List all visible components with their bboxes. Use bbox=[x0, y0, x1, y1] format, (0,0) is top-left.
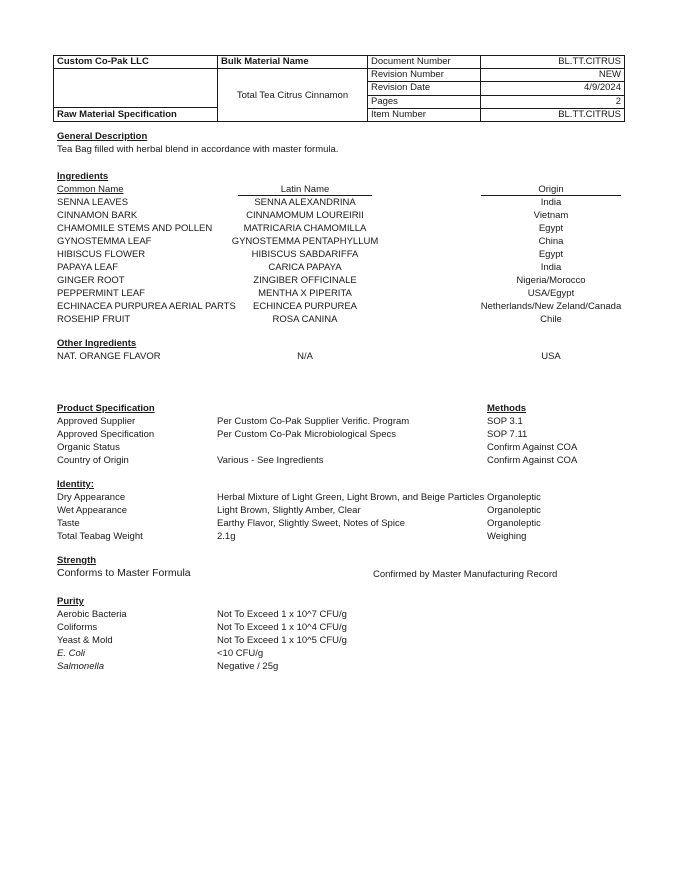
spec-value: Per Custom Co-Pak Microbiological Specs bbox=[217, 429, 396, 440]
product-specification-row bbox=[57, 415, 625, 428]
other-ingredient-latin-name: N/A bbox=[297, 351, 313, 362]
bulk-material-name-value: Total Tea Citrus Cinnamon bbox=[236, 89, 349, 101]
other-ingredients-rows bbox=[57, 350, 625, 363]
identity-method: Weighing bbox=[487, 531, 527, 542]
header-meta-label: Revision Date bbox=[368, 82, 481, 94]
header-left-spacer bbox=[54, 69, 217, 107]
identity-value: Light Brown, Slightly Amber, Clear bbox=[217, 505, 361, 516]
general-description-heading: General Description bbox=[57, 131, 148, 142]
header-meta-value: 2 bbox=[615, 95, 621, 107]
purity-heading: Purity bbox=[57, 596, 84, 607]
ingredient-row bbox=[57, 300, 625, 313]
ingredient-common-name: PEPPERMINT LEAF bbox=[57, 288, 145, 299]
ingredient-latin-name: CARICA PAPAYA bbox=[268, 262, 342, 273]
purity-label: Aerobic Bacteria bbox=[57, 609, 127, 620]
strength-confirmation: Confirmed by Master Manufacturing Record bbox=[373, 569, 558, 580]
ingredient-row bbox=[57, 196, 625, 209]
methods-heading: Methods bbox=[487, 403, 527, 414]
bulk-material-name-label: Bulk Material Name bbox=[218, 56, 367, 69]
spec-value bbox=[217, 441, 487, 454]
ingredient-latin-name: SENNA ALEXANDRINA bbox=[254, 197, 356, 208]
ingredient-common-name: HIBISCUS FLOWER bbox=[57, 249, 146, 260]
purity-limit: <10 CFU/g bbox=[217, 648, 264, 659]
spec-label: Country of Origin bbox=[57, 455, 129, 466]
latin-name-column-header: Latin Name bbox=[210, 183, 400, 196]
ingredient-row bbox=[57, 287, 625, 300]
ingredient-latin-name: ECHINCEA PURPUREA bbox=[253, 301, 357, 312]
ingredient-row bbox=[57, 222, 625, 235]
purity-label: Coliforms bbox=[57, 622, 98, 633]
spec-label: Approved Supplier bbox=[57, 416, 136, 427]
origin-column-header: Origin bbox=[460, 183, 642, 196]
ingredient-origin: Vietnam bbox=[533, 210, 569, 221]
identity-row bbox=[57, 530, 625, 543]
header-table bbox=[53, 55, 625, 122]
spec-label: Organic Status bbox=[57, 442, 120, 453]
other-ingredients-section bbox=[57, 337, 625, 363]
identity-label: Wet Appearance bbox=[57, 505, 128, 516]
purity-row bbox=[57, 634, 625, 647]
ingredient-latin-name: CINNAMOMUM LOUREIRII bbox=[246, 210, 364, 221]
strength-statement: Conforms to Master Formula bbox=[57, 567, 191, 579]
identity-label: Dry Appearance bbox=[57, 492, 126, 503]
header-meta-value: NEW bbox=[598, 69, 621, 81]
purity-row bbox=[57, 660, 625, 673]
product-specification-rows bbox=[57, 415, 625, 467]
product-specification-row bbox=[57, 441, 625, 454]
other-ingredients-heading: Other Ingredients bbox=[57, 338, 137, 349]
header-meta-row bbox=[368, 82, 624, 95]
ingredient-common-name: GYNOSTEMMA LEAF bbox=[57, 236, 152, 247]
identity-label: Taste bbox=[57, 518, 80, 529]
general-description-section bbox=[57, 130, 625, 156]
ingredient-row bbox=[57, 209, 625, 222]
header-meta-value: 4/9/2024 bbox=[584, 82, 621, 94]
ingredient-origin: USA/Egypt bbox=[527, 288, 575, 299]
header-meta-row bbox=[368, 109, 624, 121]
ingredient-common-name: GINGER ROOT bbox=[57, 275, 125, 286]
purity-limit: Not To Exceed 1 x 10^5 CFU/g bbox=[217, 635, 347, 646]
company-name: Custom Co-Pak LLC bbox=[54, 56, 217, 69]
ingredient-origin: China bbox=[538, 236, 564, 247]
common-name-column-header: Common Name bbox=[57, 184, 124, 195]
product-specification-heading: Product Specification bbox=[57, 403, 155, 414]
strength-section bbox=[57, 554, 625, 581]
product-specification-section bbox=[57, 402, 625, 467]
ingredient-latin-name: HIBISCUS SABDARIFFA bbox=[251, 249, 359, 260]
identity-method: Organoleptic bbox=[487, 518, 541, 529]
ingredient-origin: Netherlands/New Zeland/Canada bbox=[480, 301, 622, 312]
strength-row bbox=[57, 567, 625, 581]
product-specification-row bbox=[57, 454, 625, 467]
header-meta-label: Item Number bbox=[368, 109, 481, 121]
purity-row bbox=[57, 608, 625, 621]
ingredients-section bbox=[57, 170, 625, 326]
ingredient-latin-name: MENTHA X PIPERITA bbox=[258, 288, 352, 299]
header-left-column bbox=[54, 56, 218, 121]
purity-row bbox=[57, 621, 625, 634]
ingredient-latin-name: ZINGIBER OFFICINALE bbox=[253, 275, 357, 286]
ingredient-latin-name: GYNOSTEMMA PENTAPHYLLUM bbox=[231, 236, 379, 247]
header-meta-value: BL.TT.CITRUS bbox=[558, 56, 621, 67]
general-description-text: Tea Bag filled with herbal blend in accordance with master formula. bbox=[57, 144, 339, 155]
purity-label: Salmonella bbox=[57, 661, 104, 672]
ingredient-row bbox=[57, 248, 625, 261]
identity-row bbox=[57, 504, 625, 517]
document-type-label: Raw Material Specification bbox=[54, 107, 217, 121]
header-meta-column bbox=[368, 56, 624, 121]
header-meta-row bbox=[368, 96, 624, 109]
ingredient-common-name: PAPAYA LEAF bbox=[57, 262, 119, 273]
identity-heading: Identity: bbox=[57, 479, 94, 490]
ingredient-common-name: CHAMOMILE STEMS AND POLLEN bbox=[57, 223, 213, 234]
purity-label: Yeast & Mold bbox=[57, 635, 113, 646]
header-meta-row bbox=[368, 56, 624, 69]
purity-row bbox=[57, 647, 625, 660]
ingredients-header-spacer bbox=[400, 183, 460, 196]
ingredient-latin-name: MATRICARIA CHAMOMILLA bbox=[243, 223, 367, 234]
ingredients-rows bbox=[57, 196, 625, 326]
purity-limit: Not To Exceed 1 x 10^4 CFU/g bbox=[217, 622, 347, 633]
product-specification-row bbox=[57, 428, 625, 441]
header-bulk-column bbox=[218, 56, 368, 121]
spec-value: Per Custom Co-Pak Supplier Verific. Program bbox=[217, 416, 410, 427]
identity-row bbox=[57, 491, 625, 504]
header-meta-value: BL.TT.CITRUS bbox=[558, 108, 621, 120]
spec-label: Approved Specification bbox=[57, 429, 155, 440]
header-meta-label: Pages bbox=[368, 96, 481, 108]
ingredient-origin: Egypt bbox=[538, 223, 564, 234]
purity-limit: Negative / 25g bbox=[217, 661, 279, 672]
other-ingredient-origin: USA bbox=[541, 351, 561, 362]
ingredient-row bbox=[57, 313, 625, 326]
ingredient-origin: Nigeria/Morocco bbox=[516, 275, 586, 286]
ingredient-origin: India bbox=[540, 197, 562, 208]
ingredient-row bbox=[57, 274, 625, 287]
header-meta-label: Revision Number bbox=[368, 69, 481, 81]
identity-value: Herbal Mixture of Light Green, Light Brown, and Beige Particles bbox=[217, 492, 485, 503]
ingredient-common-name: ECHINACEA PURPUREA AERIAL PARTS bbox=[57, 301, 236, 312]
purity-section bbox=[57, 595, 625, 673]
spec-method: SOP 7.11 bbox=[487, 429, 528, 440]
identity-section bbox=[57, 478, 625, 543]
identity-rows bbox=[57, 491, 625, 543]
spec-method: SOP 3.1 bbox=[487, 416, 523, 427]
header-meta-row bbox=[368, 69, 624, 82]
purity-label: E. Coli bbox=[57, 648, 85, 659]
ingredient-common-name: CINNAMON BARK bbox=[57, 210, 138, 221]
header-meta-label: Document Number bbox=[368, 56, 481, 68]
spec-value: Various - See Ingredients bbox=[217, 455, 324, 466]
identity-method: Organoleptic bbox=[487, 505, 541, 516]
ingredient-common-name: SENNA LEAVES bbox=[57, 197, 129, 208]
spec-method: Confirm Against COA bbox=[487, 442, 578, 453]
ingredients-column-headers bbox=[57, 183, 625, 196]
other-ingredient-common-name: NAT. ORANGE FLAVOR bbox=[57, 351, 161, 362]
ingredient-latin-name: ROSA CANINA bbox=[272, 314, 338, 325]
ingredient-common-name: ROSEHIP FRUIT bbox=[57, 314, 131, 325]
identity-value: Earthy Flavor, Slightly Sweet, Notes of Spice bbox=[217, 518, 405, 529]
ingredients-heading: Ingredients bbox=[57, 171, 109, 182]
ingredient-row bbox=[57, 235, 625, 248]
identity-value: 2.1g bbox=[217, 531, 236, 542]
identity-method: Organoleptic bbox=[487, 492, 541, 503]
purity-limit: Not To Exceed 1 x 10^7 CFU/g bbox=[217, 609, 347, 620]
purity-rows bbox=[57, 608, 625, 673]
identity-row bbox=[57, 517, 625, 530]
ingredient-origin: India bbox=[540, 262, 562, 273]
other-ingredient-row bbox=[57, 350, 625, 363]
identity-label: Total Teabag Weight bbox=[57, 531, 143, 542]
ingredient-row bbox=[57, 261, 625, 274]
strength-heading: Strength bbox=[57, 555, 97, 566]
ingredient-origin: Egypt bbox=[538, 249, 564, 260]
spec-method: Confirm Against COA bbox=[487, 455, 578, 466]
ingredient-origin: Chile bbox=[540, 314, 562, 325]
